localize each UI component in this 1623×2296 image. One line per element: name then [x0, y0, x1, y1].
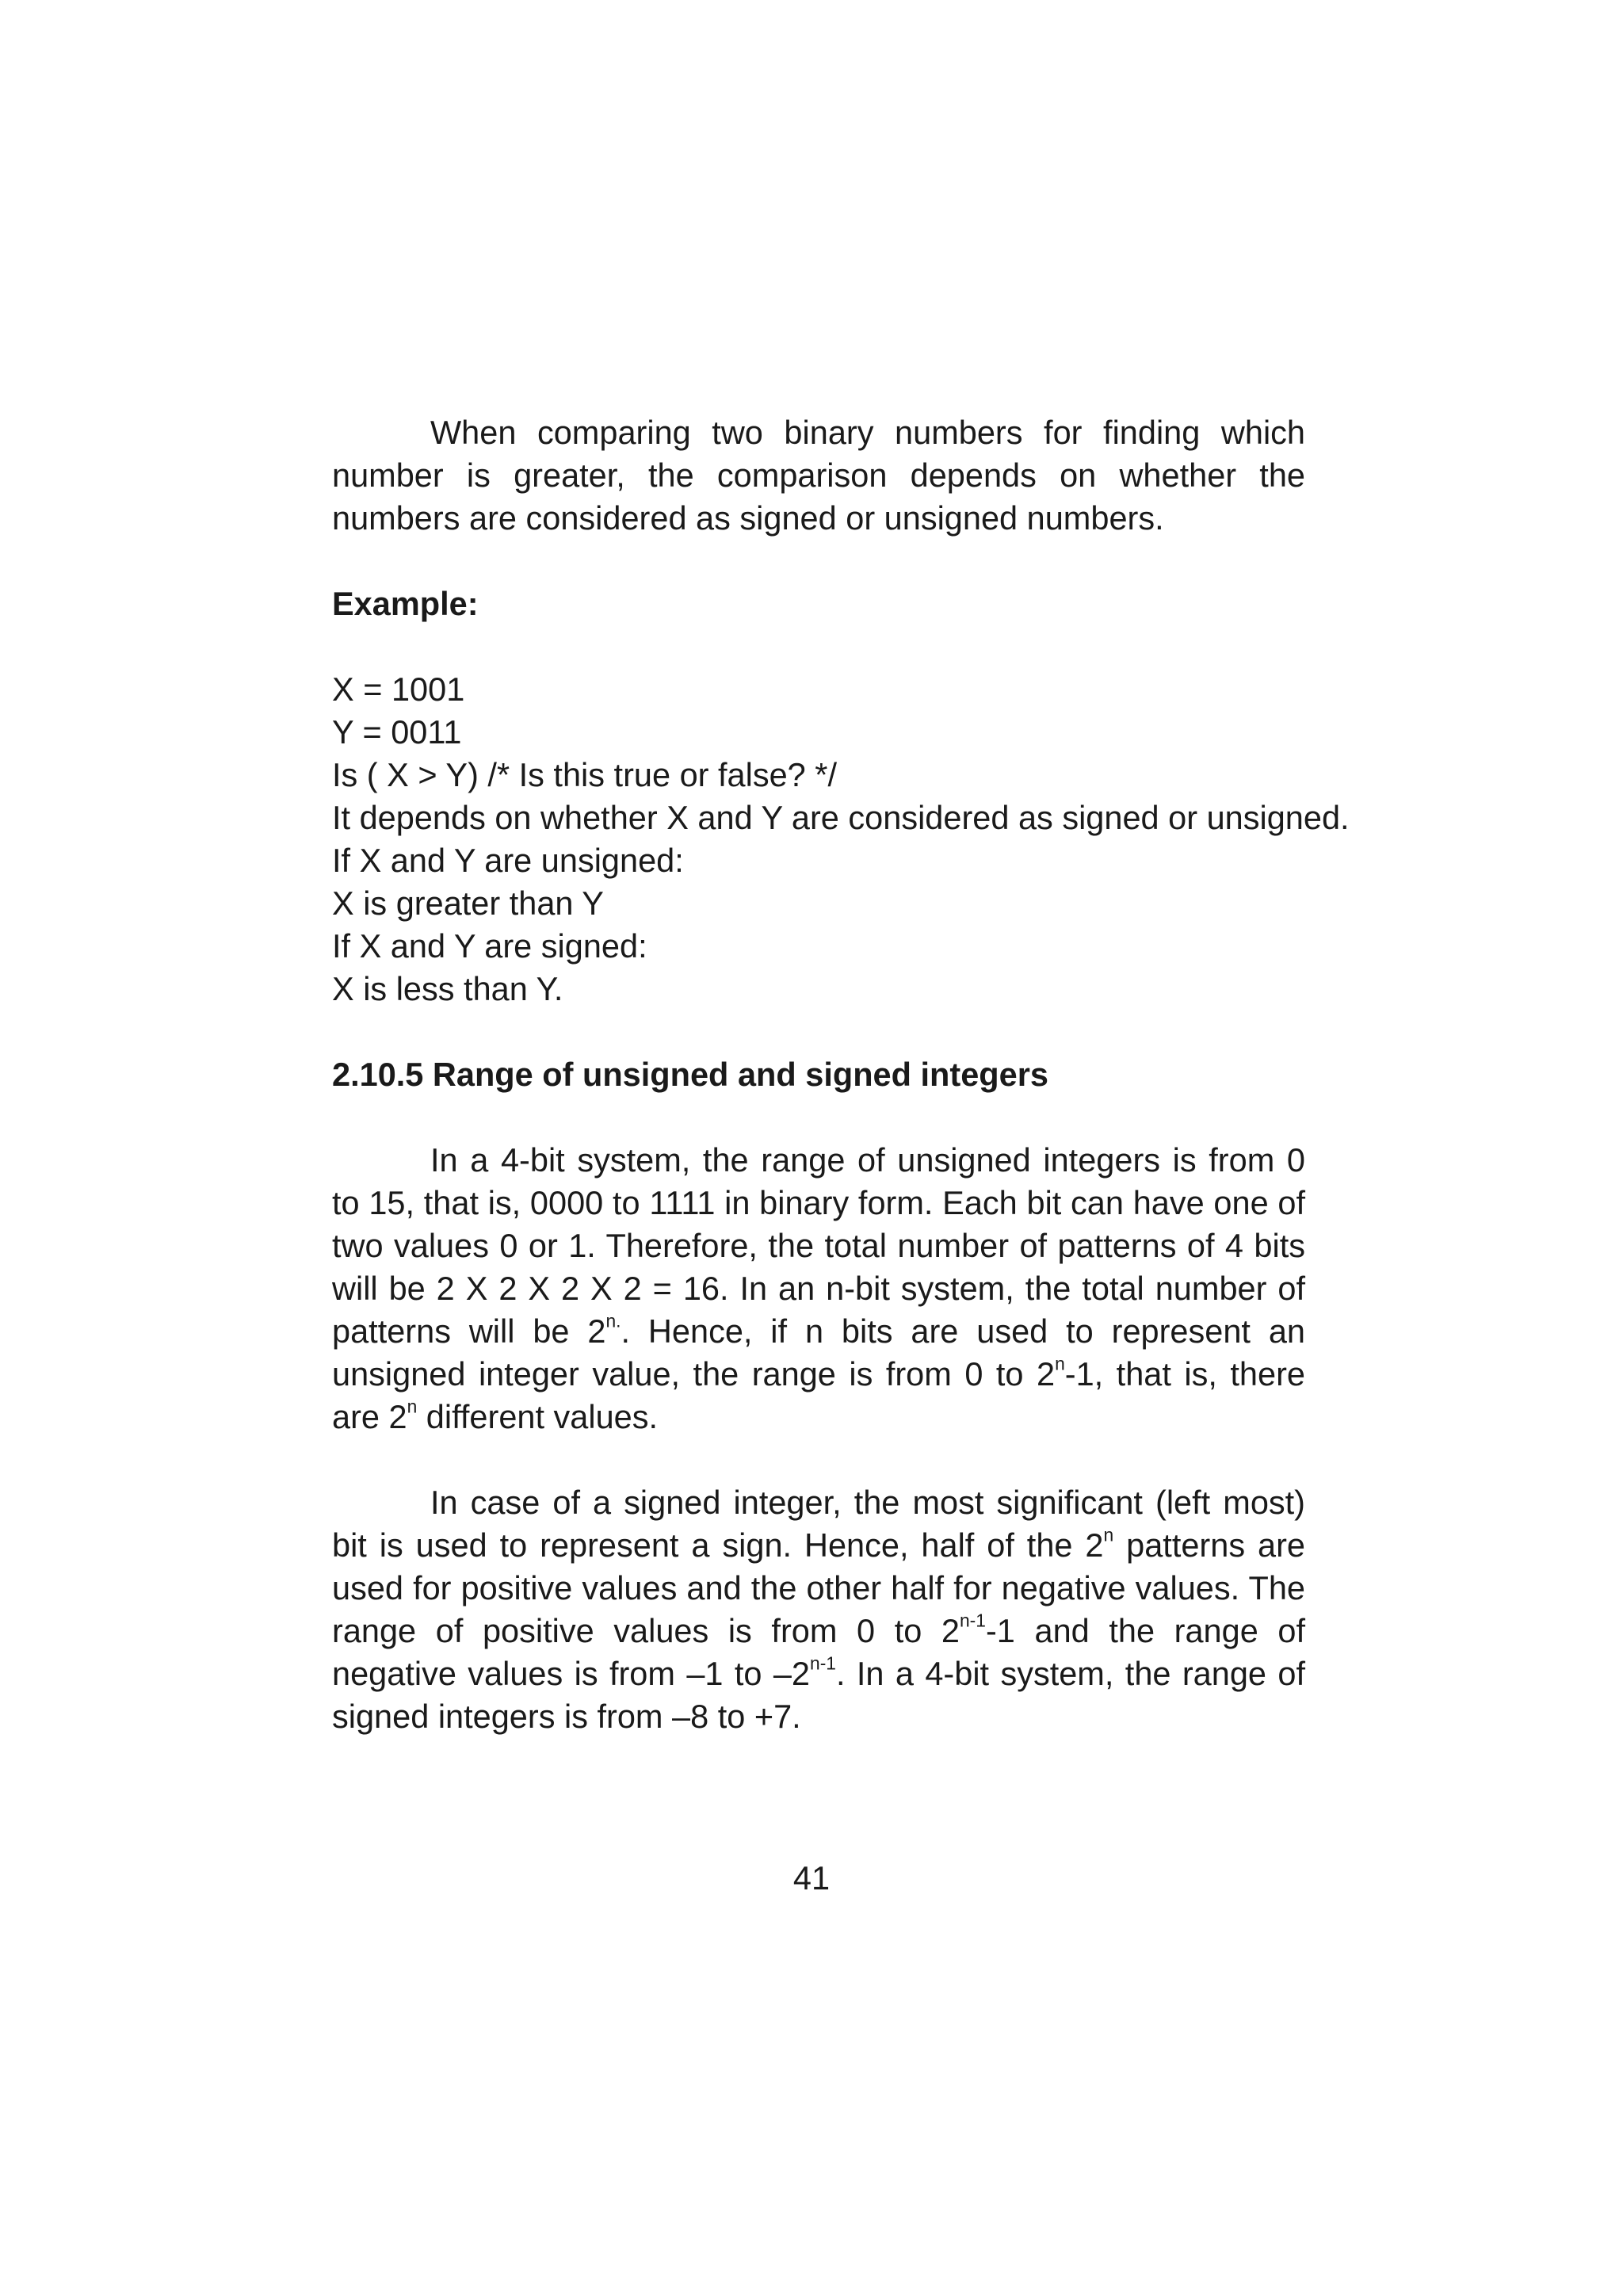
example-line: Y = 0011 — [332, 713, 462, 751]
example-line: It depends on whether X and Y are considered as signed or unsigned. — [332, 799, 1350, 836]
example-code-block — [332, 668, 1350, 1010]
example-line: If X and Y are unsigned: — [332, 842, 684, 879]
intro-paragraph: When comparing two binary numbers for finding which number is greater, the comparison depends on whether the numbers are considered as signed or unsigned numbers. — [332, 414, 1305, 537]
page-number: 41 — [792, 1859, 831, 1897]
section-heading: 2.10.5 Range of unsigned and signed integers — [332, 1056, 1048, 1093]
page-body — [332, 411, 1350, 1738]
example-line: X is greater than Y — [332, 884, 604, 922]
example-heading: Example: — [332, 585, 479, 622]
example-line: Is ( X > Y) /* Is this true or false? */ — [332, 756, 837, 793]
example-line: X is less than Y. — [332, 970, 563, 1007]
example-line: X = 1001 — [332, 670, 465, 708]
example-line: If X and Y are signed: — [332, 927, 647, 965]
unsigned-range-paragraph: In a 4-bit system, the range of unsigned integers is from 0 to 15, that is, 0000 to 1111 in binary form. Each bit can have one of two values 0 or 1. Therefore, the total number of patterns of 4 bits will be 2 X 2 X 2 X 2 = 16. In an n-bit system, the total number of patterns will be $2^{n.}$. Hence, if n bits are used to represent an unsigned integer value, the range is from 0 to 2$^n$-1, that is, there are 2$^n$ different values. — [332, 1141, 1305, 1435]
signed-range-paragraph: In case of a signed integer, the most significant (left most) bit is used to represent a sign. Hence, half of the 2$^n$ patterns are used for positive values and the other half for negative values. The range of positive values is from 0 to 2$^{n-1}$-1 and the range of negative values is from –1 to –2$^{n-1}$. In a 4-bit system, the range of signed integers is from –8 to +7. — [332, 1484, 1306, 1735]
